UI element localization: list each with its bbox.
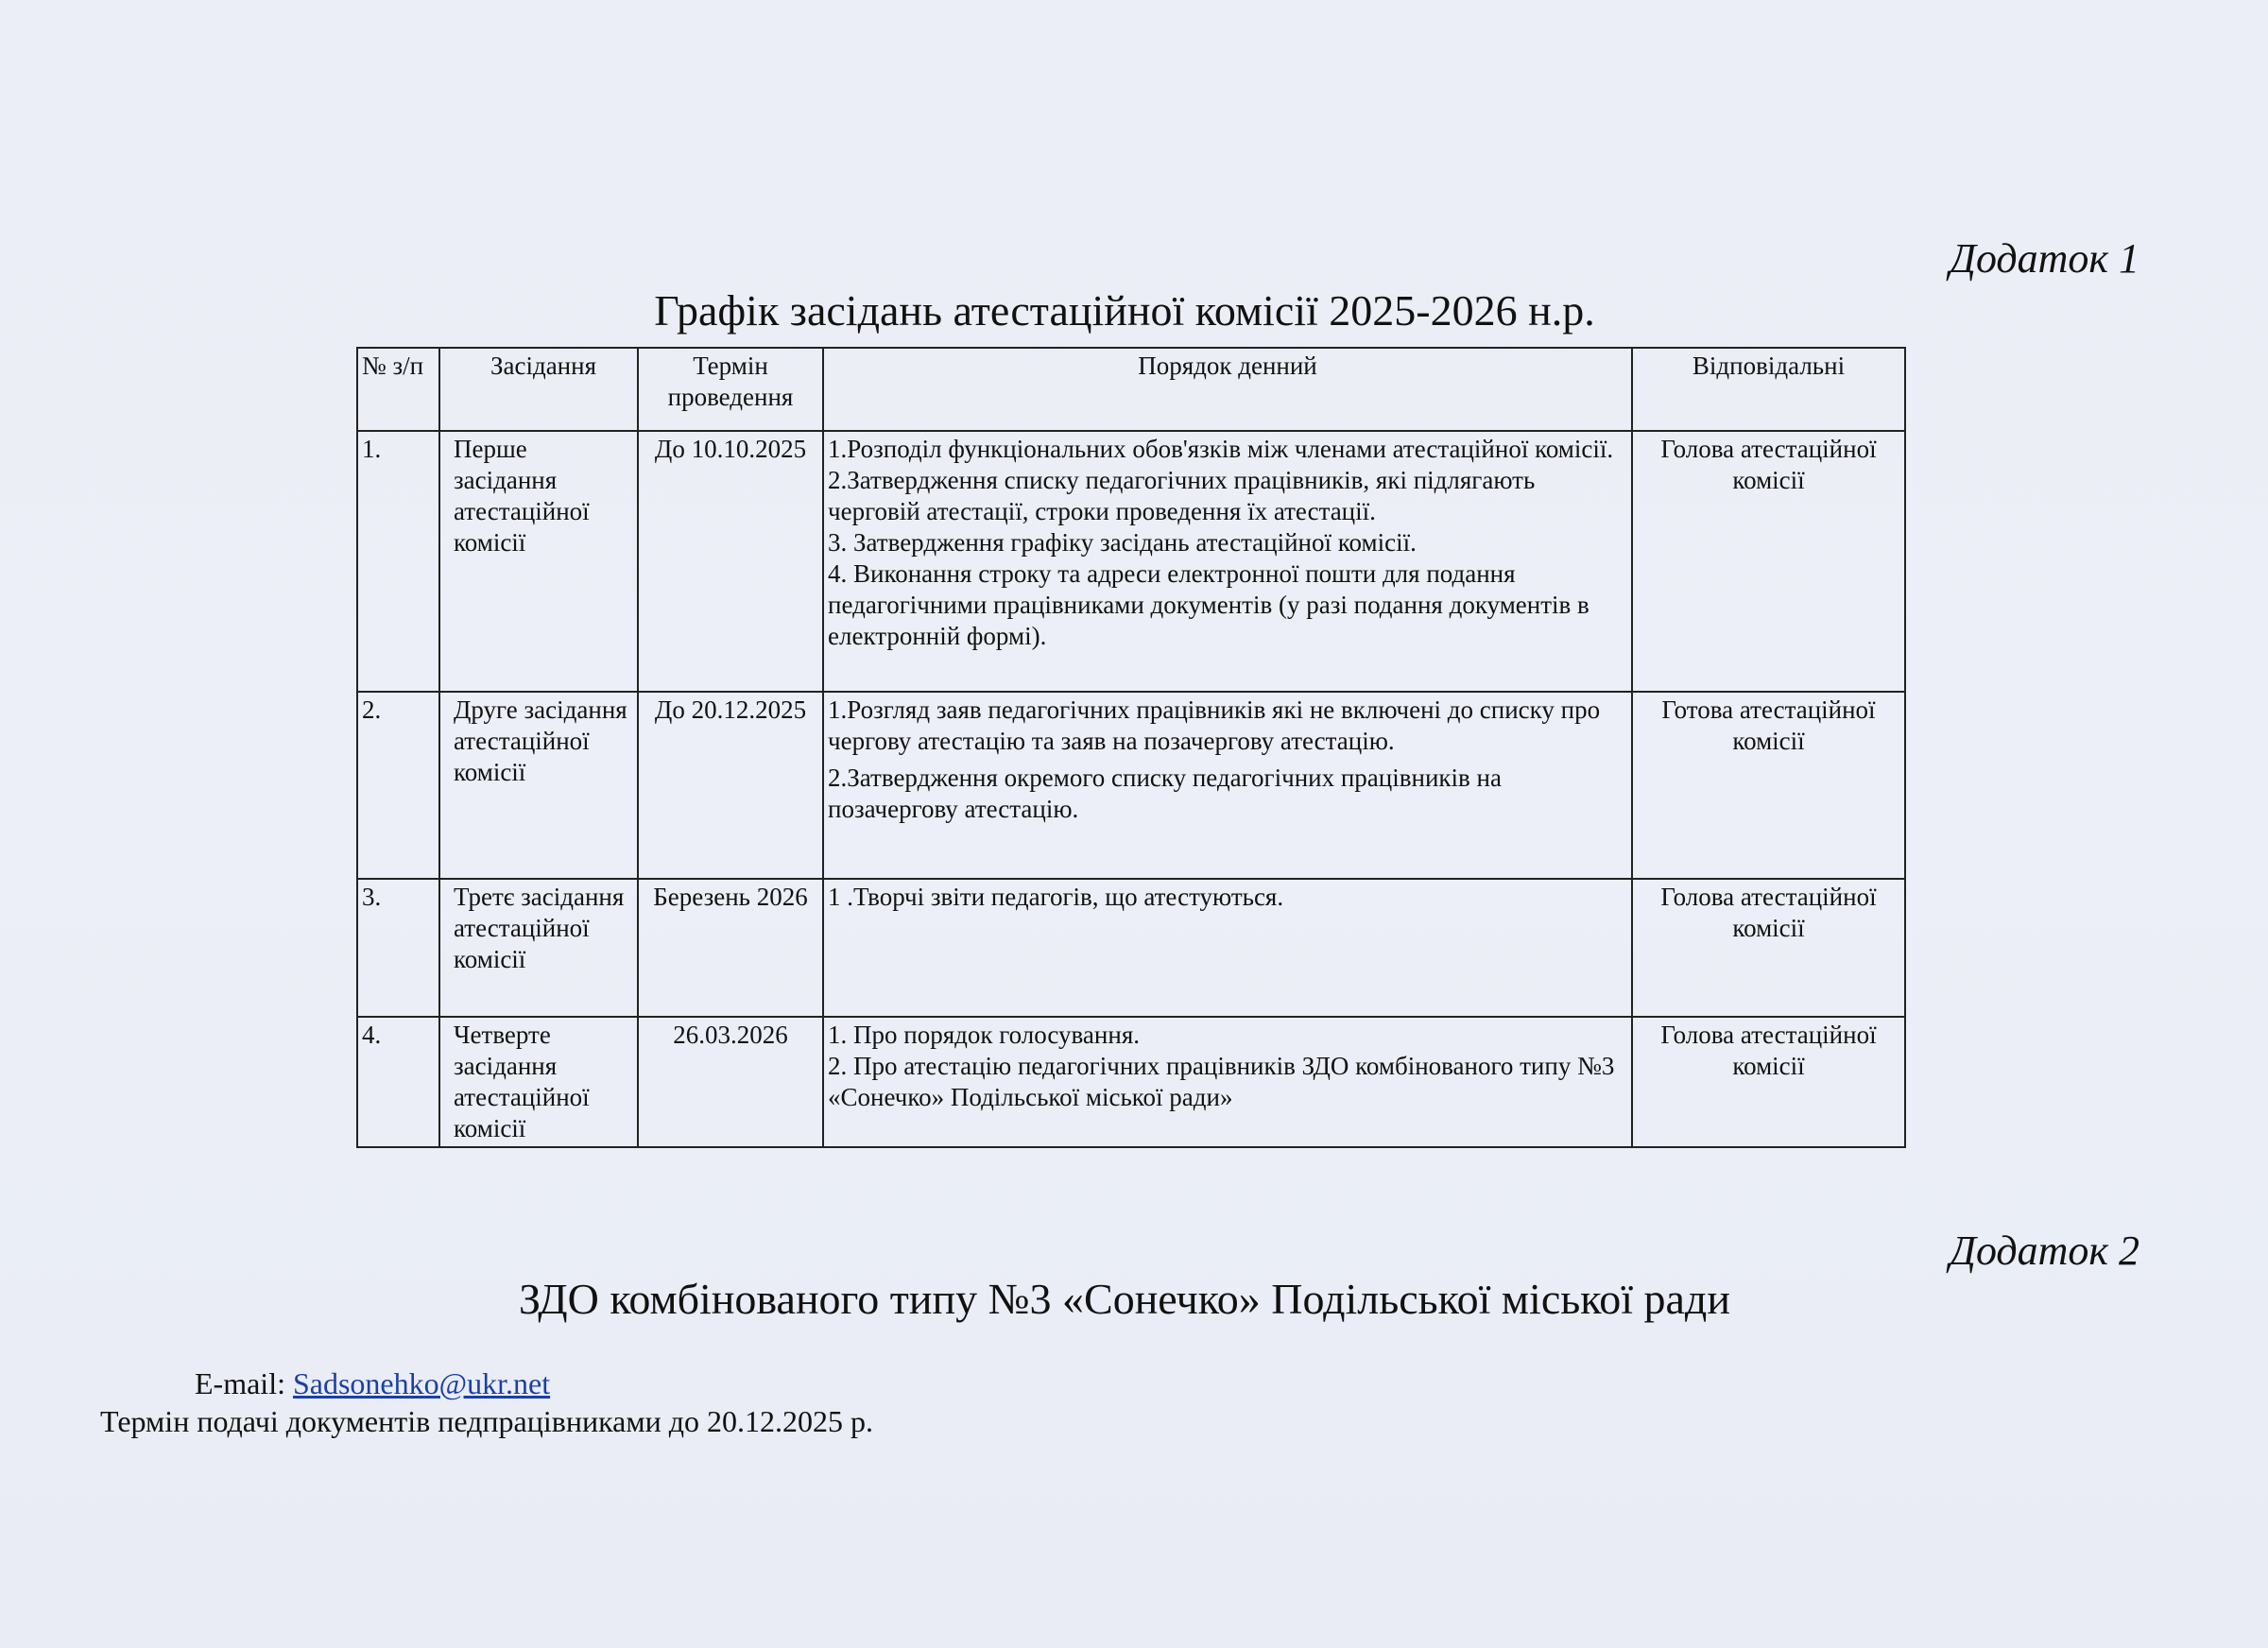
agenda-item: 1.Розподіл функціональних обов'язків між членами атестаційної комісії. — [828, 435, 1614, 463]
row-agenda — [823, 879, 1632, 1017]
row-agenda — [823, 431, 1632, 692]
annex-2-label: Додаток 2 — [1949, 1227, 2139, 1274]
agenda-item: 2.Затвердження списку педагогічних працівників, які підлягають черговій атестації, строки проведення їх атестації. — [828, 466, 1536, 525]
agenda-item: 2. Про атестацію педагогічних працівників ЗДО комбінованого типу №3 «Сонечко» Подільської міської ради» — [828, 1052, 1615, 1111]
header-number: № з/п — [357, 348, 439, 431]
schedule-title: Графік засідань атестаційної комісії 2025-2026 н.р. — [654, 286, 1595, 335]
row-responsible: Голова атестаційної комісії — [1632, 879, 1905, 1017]
row-meeting: Третє засідання атестаційної комісії — [439, 879, 638, 1017]
table-row — [357, 1017, 1905, 1147]
row-date: До 20.12.2025 — [638, 692, 823, 879]
agenda-item: 2.Затвердження окремого списку педагогічних працівників на позачергову атестацію. — [828, 764, 1502, 823]
header-agenda: Порядок денний — [823, 348, 1632, 431]
header-responsible: Відповідальні — [1632, 348, 1905, 431]
row-number: 2. — [357, 692, 439, 879]
agenda-item: 4. Виконання строку та адреси електронної пошти для подання педагогічними працівниками документів (у разі подання документів в електронній формі). — [828, 559, 1589, 650]
row-meeting: Друге засідання атестаційної комісії — [439, 692, 638, 879]
row-number: 4. — [357, 1017, 439, 1147]
schedule-table — [356, 347, 1906, 1148]
row-meeting: Четверте засідання атестаційної комісії — [439, 1017, 638, 1147]
table-row — [357, 431, 1905, 692]
email-label: E-mail: — [195, 1366, 293, 1400]
row-date: До 10.10.2025 — [638, 431, 823, 692]
agenda-item: 1. Про порядок голосування. — [828, 1021, 1140, 1049]
table-header-row — [357, 348, 1905, 431]
row-agenda — [823, 1017, 1632, 1147]
row-date: Березень 2026 — [638, 879, 823, 1017]
row-responsible: Голова атестаційної комісії — [1632, 431, 1905, 692]
email-link[interactable]: Sadsonehko@ukr.net — [292, 1366, 551, 1400]
row-number: 3. — [357, 879, 439, 1017]
agenda-item: 3. Затвердження графіку засідань атестаційної комісії. — [828, 528, 1417, 557]
row-date: 26.03.2026 — [638, 1017, 823, 1147]
row-meeting: Перше засідання атестаційної комісії — [439, 431, 638, 692]
email-line — [195, 1366, 550, 1401]
header-date: Термін проведення — [638, 348, 823, 431]
annex-1-label: Додаток 1 — [1949, 235, 2139, 282]
table-row — [357, 879, 1905, 1017]
row-responsible: Готова атестаційної комісії — [1632, 692, 1905, 879]
row-responsible: Голова атестаційної комісії — [1632, 1017, 1905, 1147]
deadline-text: Термін подачі документів педпрацівниками до 20.12.2025 р. — [100, 1404, 874, 1438]
row-agenda — [823, 692, 1632, 879]
institution-title: ЗДО комбінованого типу №3 «Сонечко» Подільської міської ради — [519, 1275, 1730, 1323]
table-row — [357, 692, 1905, 879]
row-number: 1. — [357, 431, 439, 692]
header-meeting: Засідання — [439, 348, 638, 431]
agenda-item: 1.Розгляд заяв педагогічних працівників які не включені до списку про чергову атестацію та заяв на позачергову атестацію. — [828, 695, 1601, 755]
agenda-item: 1 .Творчі звіти педагогів, що атестуються. — [828, 883, 1284, 911]
